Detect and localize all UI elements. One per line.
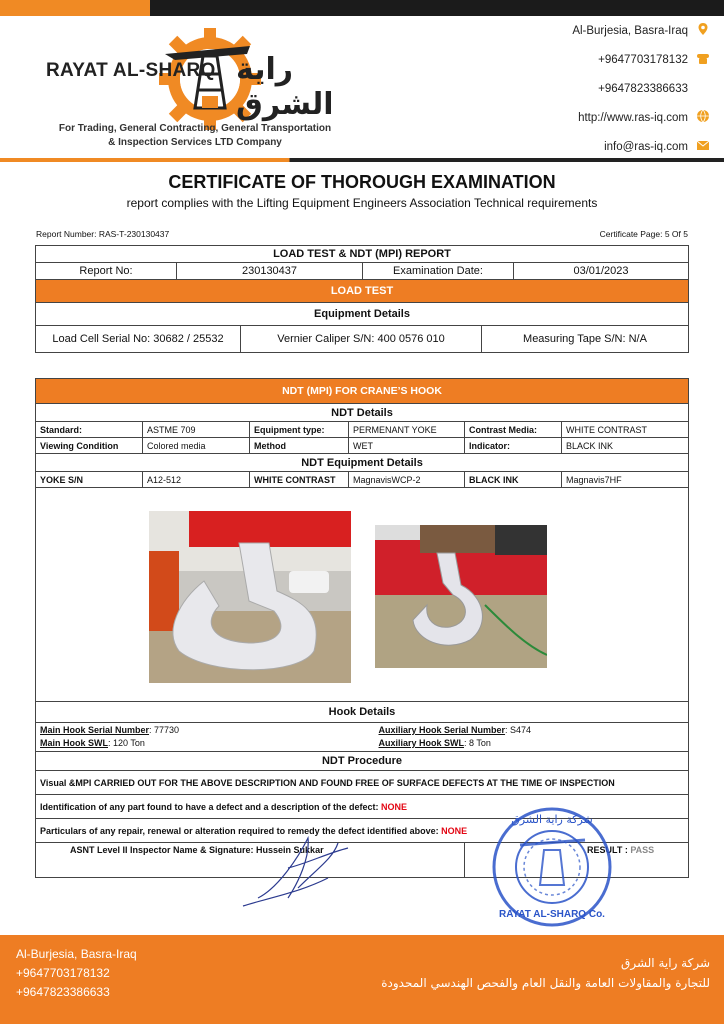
method-value: WET	[349, 438, 465, 454]
main-hook-swl-label: Main Hook SWL	[40, 738, 108, 748]
result-value: PASS	[630, 845, 655, 855]
measuring-tape-serial: Measuring Tape S/N: N/A	[523, 333, 647, 345]
yoke-label: YOKE S/N	[36, 472, 143, 488]
ndt-equipment-header: NDT Equipment Details	[36, 454, 689, 472]
aux-hook-swl-value: : 8 Ton	[464, 738, 491, 748]
procedure-text: Visual &MPI CARRIED OUT FOR THE ABOVE DESCRIPTION AND FOUND FREE OF SURFACE DEFECTS AT THE TIME OF INSPECTION	[36, 771, 689, 795]
ndt-header: NDT (MPI) FOR CRANE’S HOOK	[36, 379, 689, 404]
contact-phone2	[510, 80, 710, 109]
aux-hook-swl	[379, 737, 685, 750]
report-number: Report Number: RAS-T-230130437	[36, 229, 170, 239]
viewing-condition-value: Colored media	[143, 438, 250, 454]
black-ink-value: Magnavis7HF	[562, 472, 689, 488]
aux-hook-serial-label: Auxiliary Hook Serial Number	[378, 725, 506, 735]
load-cell-serial: Load Cell Serial No: 30682 / 25532	[36, 326, 241, 352]
method-label: Method	[250, 438, 349, 454]
exam-date-label: Examination Date:	[363, 263, 514, 280]
main-hook-serial	[40, 724, 345, 737]
main-hook-photo	[149, 511, 351, 683]
ndt-details-header: NDT Details	[36, 404, 689, 422]
tagline-line2: & Inspection Services LTD Company	[108, 137, 282, 148]
footer-ar-line1: شركة راية الشرق	[621, 956, 710, 970]
certificate-subtitle: report complies with the Lifting Equipment Engineers Association Technical requirements	[126, 196, 598, 210]
contrast-media-label: Contrast Media:	[465, 422, 562, 438]
viewing-condition-label: Viewing Condition	[36, 438, 143, 454]
contrast-media-value: WHITE CONTRAST	[562, 422, 689, 438]
particulars-value: NONE	[441, 825, 468, 836]
contact-website	[510, 109, 710, 138]
top-bar-accent	[0, 0, 150, 16]
report-no-label: Report No:	[36, 263, 177, 280]
inspector-signature: ASNT Level II Inspector Name & Signature: Hussein Sukkar	[36, 843, 465, 878]
inspector-signature-mark	[238, 828, 358, 908]
footer-phone1: +9647703178132	[16, 966, 110, 980]
black-ink-label: BLACK INK	[465, 472, 562, 488]
aux-hook-swl-label: Auxiliary Hook SWL	[378, 738, 465, 748]
company-name-en: RAYAT AL-SHARQ	[46, 60, 216, 81]
white-contrast-label: WHITE CONTRAST	[250, 472, 349, 488]
vernier-caliper-serial: Vernier Caliper S/N: 400 0576 010	[241, 326, 482, 352]
company-stamp	[490, 805, 614, 929]
stamp-text-bottom: RAYAT AL-SHARQ Co.	[499, 909, 605, 920]
exam-date-value: 03/01/2023	[514, 263, 689, 280]
website-text: http://www.ras-iq.com	[578, 112, 688, 124]
location-pin-icon	[696, 22, 710, 36]
hook-photos-cell	[36, 488, 689, 702]
load-test-table	[35, 245, 689, 353]
certificate-title: CERTIFICATE OF THOROUGH EXAMINATION	[168, 172, 556, 192]
company-name-ar: راية الشرق	[236, 52, 334, 122]
report-no-value: 230130437	[177, 263, 363, 280]
yoke-value: A12-512	[143, 472, 250, 488]
equipment-details-header: Equipment Details	[36, 303, 689, 326]
footer-address: Al-Burjesia, Basra-Iraq	[16, 947, 137, 961]
indicator-value: BLACK INK	[562, 438, 689, 454]
report-header: LOAD TEST & NDT (MPI) REPORT	[36, 246, 689, 263]
company-tagline	[40, 122, 350, 150]
envelope-icon	[696, 138, 710, 152]
address-text: Al-Burjesia, Basra-Iraq	[572, 25, 688, 37]
ndt-procedure-header: NDT Procedure	[36, 752, 689, 771]
standard-label: Standard:	[36, 422, 143, 438]
hook-details-header: Hook Details	[36, 702, 689, 723]
footer-contact	[16, 945, 137, 1002]
main-hook-serial-value: : 77730	[149, 725, 180, 735]
phone2-text: +9647823386633	[598, 83, 688, 95]
aux-hook-serial-value: : S474	[505, 725, 532, 735]
globe-icon	[696, 109, 710, 123]
header-divider	[0, 158, 724, 162]
main-hook-swl	[40, 737, 345, 750]
identification-value: NONE	[381, 801, 408, 812]
phone1-text: +9647703178132	[598, 54, 688, 66]
equipment-type-label: Equipment type:	[250, 422, 349, 438]
contact-phone1	[510, 51, 710, 80]
ndt-table	[35, 378, 689, 878]
equipment-type-value: PERMENANT YOKE	[349, 422, 465, 438]
footer-phone2: +9647823386633	[16, 985, 110, 999]
main-hook-serial-label: Main Hook Serial Number	[40, 725, 150, 735]
load-test-header: LOAD TEST	[36, 280, 689, 303]
phone-icon	[696, 51, 710, 65]
company-logo	[40, 22, 350, 152]
contact-address	[510, 22, 710, 51]
page-footer	[0, 935, 724, 1024]
standard-value: ASTME 709	[143, 422, 250, 438]
tagline-line1: For Trading, General Contracting, General Transportation	[58, 123, 332, 134]
particulars-text: Particulars of any repair, renewal or alteration required to remedy the defect identified above:	[40, 825, 442, 836]
contact-email	[510, 138, 710, 167]
stamp-text-top: شركة راية الشرق	[511, 813, 593, 826]
aux-hook-photo	[375, 525, 547, 668]
footer-arabic	[381, 953, 710, 993]
contact-block	[510, 22, 710, 167]
identification-text: Identification of any part found to have a defect and a description of the defect:	[40, 801, 382, 812]
result-label: RESULT :	[587, 845, 631, 855]
aux-hook-serial	[379, 724, 685, 737]
indicator-label: Indicator:	[465, 438, 562, 454]
footer-ar-line2: للتجارة والمقاولات العامة والنقل العام والفحص الهندسي المحدودة	[381, 976, 710, 990]
main-hook-swl-value: : 120 Ton	[108, 738, 145, 748]
certificate-page: Certificate Page: 5 Of 5	[599, 229, 688, 239]
top-bar	[0, 0, 724, 16]
email-text: info@ras-iq.com	[604, 141, 688, 153]
white-contrast-value: MagnavisWCP-2	[349, 472, 465, 488]
